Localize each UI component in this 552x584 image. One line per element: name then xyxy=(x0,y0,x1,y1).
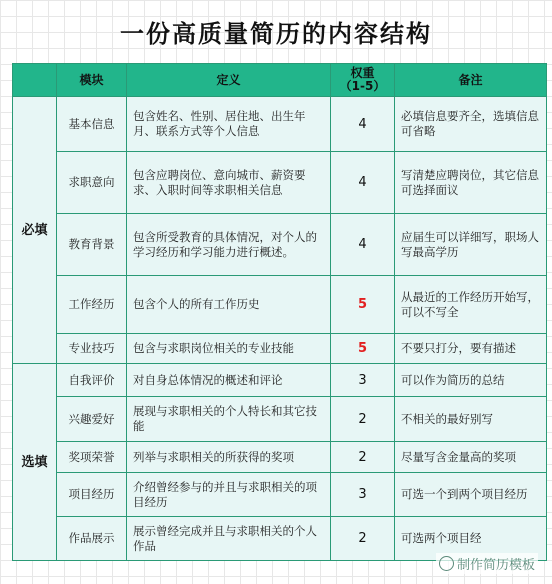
cell-note: 必填信息要齐全，选填信息可省略 xyxy=(395,97,547,152)
header-weight xyxy=(331,64,395,97)
cell-module: 自我评价 xyxy=(57,364,127,397)
cell-note: 可选两个项目经 xyxy=(395,517,547,561)
cell-weight: 2 xyxy=(331,442,395,473)
cell-definition: 列举与求职相关的所获得的奖项 xyxy=(127,442,331,473)
cell-weight: 5 xyxy=(331,334,395,364)
cell-definition: 包含所受教育的具体情况，对个人的学习经历和学习能力进行概述。 xyxy=(127,214,331,276)
cell-note: 可选一个到两个项目经历 xyxy=(395,473,547,517)
header-definition: 定义 xyxy=(127,64,331,97)
group-required: 必填 xyxy=(13,97,57,364)
cell-note: 尽量写含金量高的奖项 xyxy=(395,442,547,473)
watermark-text: 制作简历模板 xyxy=(457,558,536,573)
cell-definition: 包含姓名、性别、居住地、出生年月、联系方式等个人信息 xyxy=(127,97,331,152)
cell-weight: 5 xyxy=(331,276,395,334)
cell-definition: 展现与求职相关的个人特长和其它技能 xyxy=(127,397,331,442)
header-weight-label: 权重 （1-5） xyxy=(339,66,386,93)
header-group xyxy=(13,64,57,97)
table-row xyxy=(13,397,547,442)
cell-definition: 包含与求职岗位相关的专业技能 xyxy=(127,334,331,364)
cell-note: 应届生可以详细写，职场人写最高学历 xyxy=(395,214,547,276)
cell-weight: 4 xyxy=(331,214,395,276)
group-optional: 选填 xyxy=(13,364,57,561)
cell-module: 教育背景 xyxy=(57,214,127,276)
table-row xyxy=(13,276,547,334)
cell-note: 不相关的最好别写 xyxy=(395,397,547,442)
cell-definition: 包含个人的所有工作历史 xyxy=(127,276,331,334)
resume-structure-table xyxy=(12,63,547,561)
cell-weight: 2 xyxy=(331,517,395,561)
cell-definition: 对自身总体情况的概述和评论 xyxy=(127,364,331,397)
cell-definition: 介绍曾经参与的并且与求职相关的项目经历 xyxy=(127,473,331,517)
wechat-icon xyxy=(439,556,454,571)
cell-module: 作品展示 xyxy=(57,517,127,561)
table-row xyxy=(13,442,547,473)
cell-module: 工作经历 xyxy=(57,276,127,334)
cell-module: 求职意向 xyxy=(57,152,127,214)
header-module: 模块 xyxy=(57,64,127,97)
cell-definition: 展示曾经完成并且与求职相关的个人作品 xyxy=(127,517,331,561)
cell-module: 专业技巧 xyxy=(57,334,127,364)
watermark xyxy=(436,553,538,574)
table-row xyxy=(13,214,547,276)
cell-weight: 4 xyxy=(331,152,395,214)
cell-module: 基本信息 xyxy=(57,97,127,152)
cell-definition: 包含应聘岗位、意向城市、薪资要求、入职时间等求职相关信息 xyxy=(127,152,331,214)
cell-weight: 3 xyxy=(331,364,395,397)
cell-weight: 4 xyxy=(331,97,395,152)
header-row xyxy=(13,64,547,97)
cell-module: 项目经历 xyxy=(57,473,127,517)
cell-note: 写清楚应聘岗位，其它信息可选择面议 xyxy=(395,152,547,214)
table-row xyxy=(13,364,547,397)
cell-weight: 3 xyxy=(331,473,395,517)
header-note: 备注 xyxy=(395,64,547,97)
cell-note: 可以作为简历的总结 xyxy=(395,364,547,397)
table-row xyxy=(13,473,547,517)
table-row xyxy=(13,334,547,364)
page-title: 一份高质量简历的内容结构 xyxy=(120,20,432,48)
cell-weight: 2 xyxy=(331,397,395,442)
table-row xyxy=(13,152,547,214)
cell-note: 不要只打分，要有描述 xyxy=(395,334,547,364)
cell-note: 从最近的工作经历开始写，可以不写全 xyxy=(395,276,547,334)
table-row xyxy=(13,97,547,152)
cell-module: 奖项荣誉 xyxy=(57,442,127,473)
cell-module: 兴趣爱好 xyxy=(57,397,127,442)
